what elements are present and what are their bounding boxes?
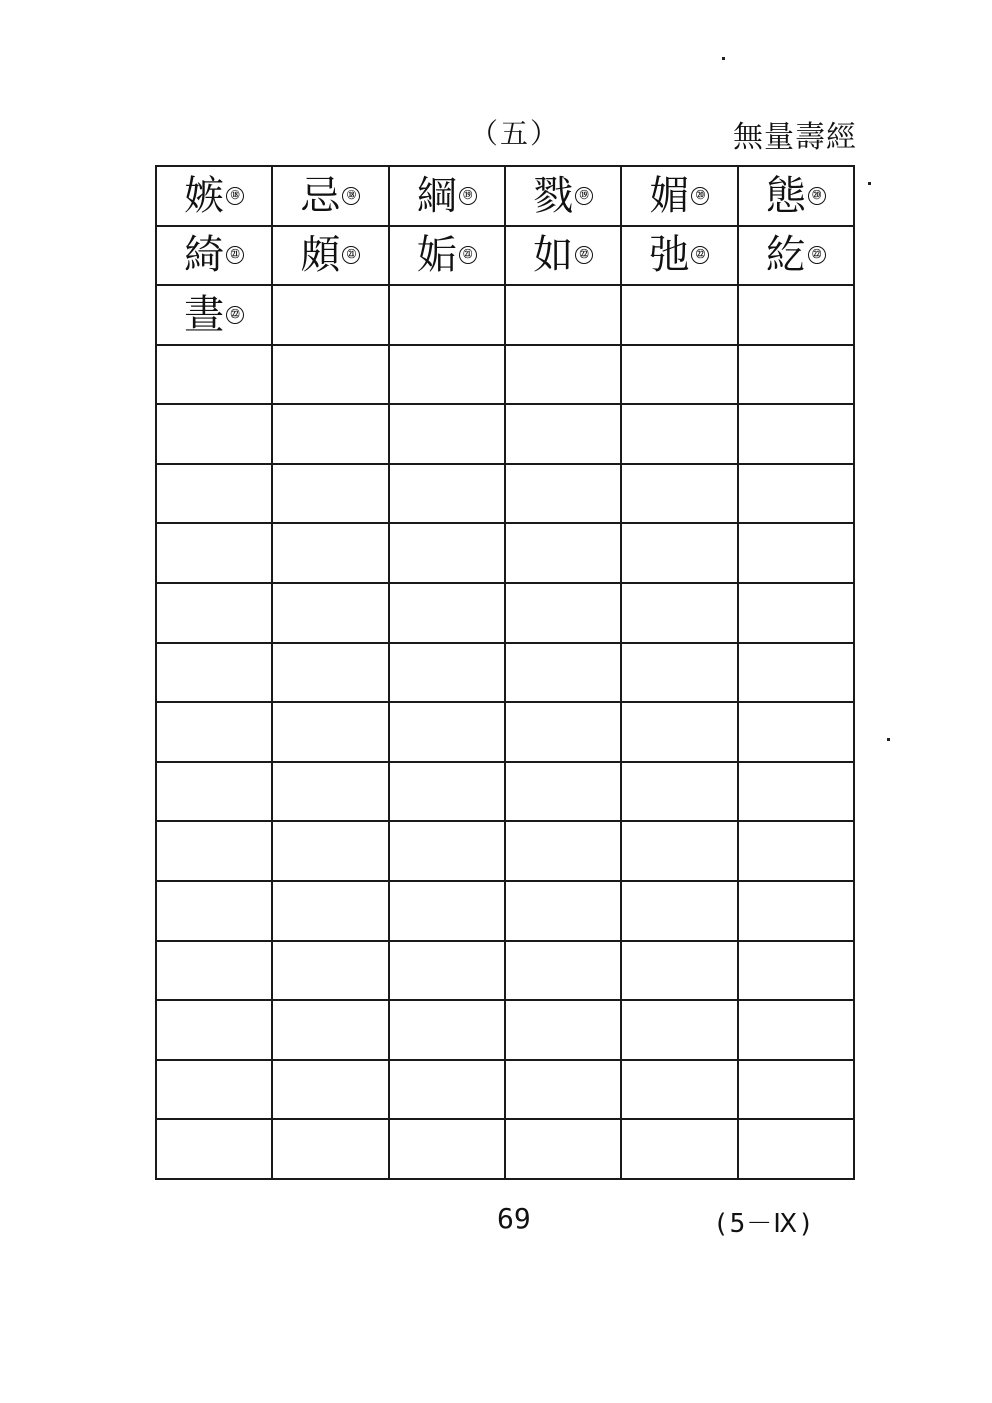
grid-cell — [738, 285, 854, 345]
grid-cell — [156, 523, 272, 583]
grid-row — [156, 762, 854, 822]
entry-character: 忌 — [300, 172, 341, 219]
grid-cell — [738, 762, 854, 822]
grid-cell — [389, 1000, 505, 1060]
grid-row — [156, 523, 854, 583]
grid-row — [156, 226, 854, 286]
grid-cell — [156, 821, 272, 881]
entry-character: 綱 — [416, 172, 457, 219]
entry-character: 弛 — [649, 232, 690, 279]
grid-cell — [389, 643, 505, 703]
grid-cell — [505, 583, 621, 643]
grid-cell — [738, 583, 854, 643]
grid-cell — [621, 1000, 737, 1060]
grid-cell — [389, 762, 505, 822]
grid-cell — [505, 345, 621, 405]
grid-cell — [505, 1060, 621, 1120]
grid-cell — [505, 1119, 621, 1179]
grid-cell — [505, 762, 621, 822]
grid-cell — [621, 226, 737, 286]
entry-character: 如 — [533, 232, 574, 279]
grid-row — [156, 1000, 854, 1060]
grid-cell — [621, 762, 737, 822]
grid-cell — [738, 523, 854, 583]
grid-cell — [156, 1060, 272, 1120]
grid-cell — [621, 345, 737, 405]
grid-cell — [389, 881, 505, 941]
grid-cell — [389, 583, 505, 643]
grid-row — [156, 881, 854, 941]
entry-character: 頗 — [300, 232, 341, 279]
grid-cell — [621, 643, 737, 703]
grid-cell — [621, 464, 737, 524]
grid-cell — [272, 285, 388, 345]
entry-number-badge: ㉑ — [459, 246, 477, 264]
grid-cell — [156, 583, 272, 643]
entry-number-badge: ⑳ — [808, 187, 826, 205]
grid-cell — [738, 821, 854, 881]
grid-row — [156, 404, 854, 464]
entry-number-badge: ㉑ — [226, 246, 244, 264]
grid-cell — [156, 881, 272, 941]
grid-cell — [389, 1060, 505, 1120]
grid-row — [156, 702, 854, 762]
grid-cell — [272, 583, 388, 643]
entry-number-badge: ㉑ — [342, 246, 360, 264]
grid-cell — [272, 464, 388, 524]
grid-cell — [505, 285, 621, 345]
grid-cell — [389, 464, 505, 524]
grid-cell — [272, 1119, 388, 1179]
grid-cell — [621, 941, 737, 1001]
grid-cell — [272, 523, 388, 583]
grid-row — [156, 1119, 854, 1179]
grid-cell — [505, 821, 621, 881]
grid-cell — [389, 1119, 505, 1179]
entry-character: 戮 — [533, 172, 574, 219]
grid-cell — [621, 1119, 737, 1179]
entry-character: 紇 — [765, 232, 806, 279]
grid-cell — [505, 1000, 621, 1060]
entry-number-badge: ㉒ — [575, 246, 593, 264]
grid-cell — [738, 1060, 854, 1120]
grid-cell — [389, 702, 505, 762]
entry-character: 姤 — [416, 232, 457, 279]
grid-cell — [272, 345, 388, 405]
grid-cell — [505, 404, 621, 464]
grid-cell — [738, 881, 854, 941]
grid-cell — [156, 464, 272, 524]
entry-character: 媚 — [649, 172, 690, 219]
grid-row — [156, 1060, 854, 1120]
entry-character: 嫉 — [184, 172, 225, 219]
grid-row — [156, 643, 854, 703]
grid-cell — [272, 762, 388, 822]
grid-cell — [272, 881, 388, 941]
grid-cell — [156, 285, 272, 345]
grid-cell — [389, 404, 505, 464]
grid-row — [156, 821, 854, 881]
grid-cell — [156, 345, 272, 405]
grid-cell — [505, 702, 621, 762]
grid-cell — [389, 821, 505, 881]
grid-cell — [738, 1119, 854, 1179]
grid-cell — [272, 1000, 388, 1060]
grid-cell — [156, 762, 272, 822]
grid-cell — [738, 404, 854, 464]
grid-cell — [505, 523, 621, 583]
grid-cell — [621, 881, 737, 941]
grid-cell — [738, 464, 854, 524]
grid-cell — [621, 166, 737, 226]
grid-cell — [389, 345, 505, 405]
grid-cell — [156, 226, 272, 286]
grid-cell — [272, 166, 388, 226]
grid-cell — [272, 643, 388, 703]
entry-number-badge: ㉒ — [691, 246, 709, 264]
entry-number-badge: ⑲ — [575, 187, 593, 205]
grid-cell — [738, 643, 854, 703]
grid-cell — [738, 345, 854, 405]
grid-cell — [156, 702, 272, 762]
grid-row — [156, 166, 854, 226]
grid-cell — [505, 941, 621, 1001]
grid-row — [156, 464, 854, 524]
grid-cell — [505, 643, 621, 703]
grid-cell — [156, 643, 272, 703]
grid-cell — [272, 1060, 388, 1120]
entry-number-badge: ㉒ — [226, 306, 244, 324]
grid-row — [156, 345, 854, 405]
grid-cell — [738, 226, 854, 286]
grid-cell — [389, 941, 505, 1001]
entry-number-badge: ⑱ — [226, 187, 244, 205]
grid-cell — [505, 464, 621, 524]
scan-speck — [722, 57, 725, 60]
grid-cell — [389, 285, 505, 345]
grid-cell — [621, 702, 737, 762]
grid-cell — [272, 821, 388, 881]
scan-speck — [887, 738, 890, 741]
grid-row — [156, 941, 854, 1001]
entry-number-badge: ㉒ — [808, 246, 826, 264]
page-code: (5－Ⅸ) — [713, 1209, 815, 1239]
page-number: 69 — [497, 1202, 531, 1235]
vocabulary-grid — [155, 165, 855, 1180]
grid-cell — [156, 941, 272, 1001]
entry-character: 晝 — [184, 291, 225, 338]
entry-character: 綺 — [184, 232, 225, 279]
grid-cell — [738, 166, 854, 226]
entry-number-badge: ⑱ — [342, 187, 360, 205]
grid-cell — [272, 404, 388, 464]
grid-cell — [272, 702, 388, 762]
grid-cell — [621, 523, 737, 583]
grid-row — [156, 583, 854, 643]
grid-cell — [621, 404, 737, 464]
grid-cell — [156, 404, 272, 464]
grid-cell — [621, 1060, 737, 1120]
entry-number-badge: ⑳ — [691, 187, 709, 205]
grid-cell — [272, 941, 388, 1001]
grid-cell — [156, 166, 272, 226]
grid-cell — [621, 583, 737, 643]
grid-row — [156, 285, 854, 345]
grid-cell — [156, 1000, 272, 1060]
grid-cell — [156, 1119, 272, 1179]
grid-cell — [505, 881, 621, 941]
section-label: （五） — [470, 117, 561, 150]
grid-cell — [738, 941, 854, 1001]
grid-cell — [272, 226, 388, 286]
grid-cell — [621, 821, 737, 881]
grid-cell — [738, 1000, 854, 1060]
grid-cell — [505, 166, 621, 226]
grid-cell — [389, 166, 505, 226]
grid-cell — [389, 523, 505, 583]
entry-number-badge: ⑲ — [459, 187, 477, 205]
grid-cell — [621, 285, 737, 345]
entry-character: 態 — [765, 172, 806, 219]
book-title: 無量壽經 — [733, 120, 857, 155]
grid-cell — [505, 226, 621, 286]
scan-speck — [868, 182, 871, 185]
grid-cell — [738, 702, 854, 762]
grid-cell — [389, 226, 505, 286]
